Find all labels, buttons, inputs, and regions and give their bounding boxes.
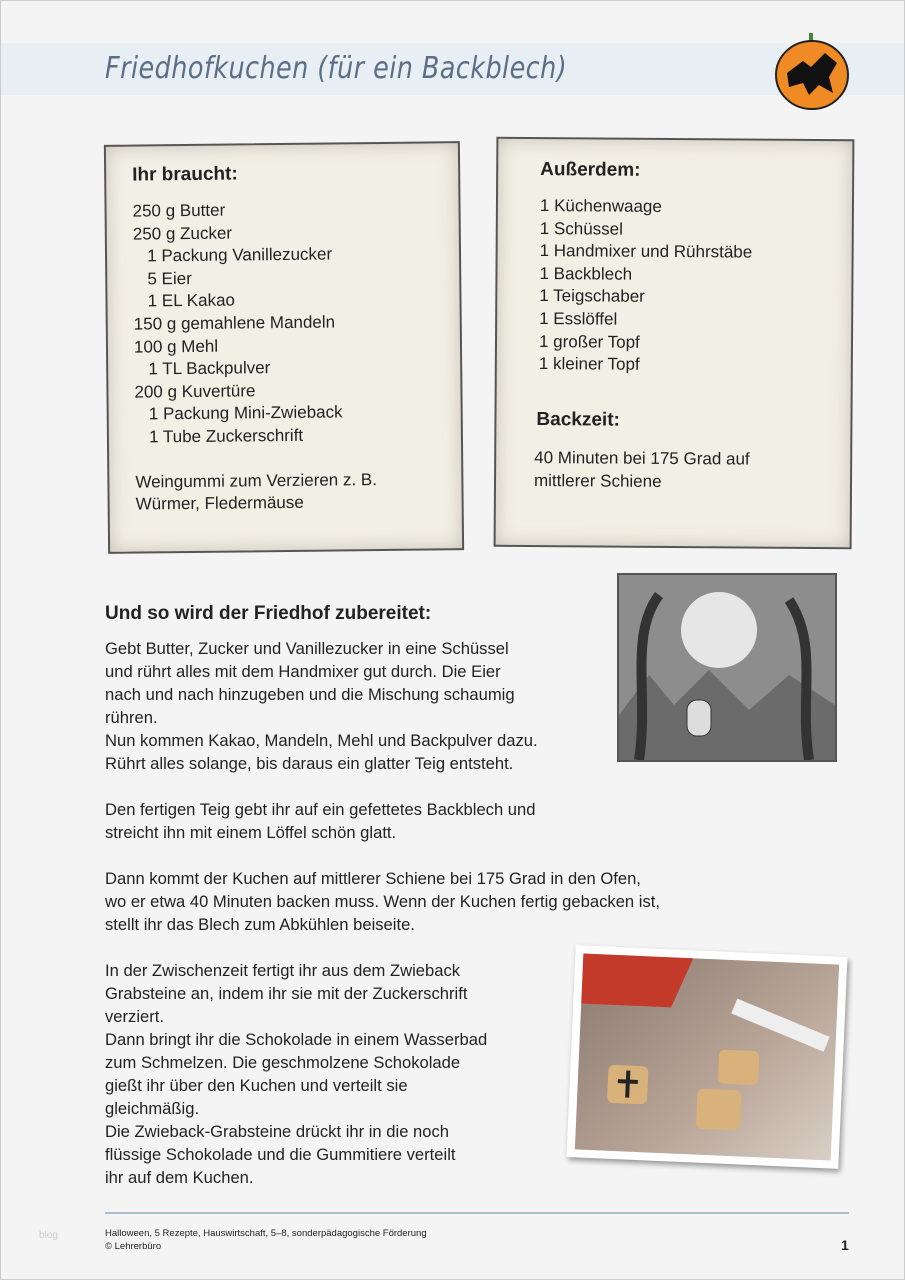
ingredient-note: Weingummi zum Verzieren z. B. xyxy=(135,469,378,492)
ingredient-item: 1 EL Kakao xyxy=(133,290,236,311)
method-heading: Und so wird der Friedhof zubereitet: xyxy=(105,603,432,624)
ingredient-item: 1 Packung Mini-Zwieback xyxy=(134,402,343,424)
footer-side-label: blog xyxy=(39,1230,58,1241)
ingredient-item: 150 g gemahlene Mandeln xyxy=(133,312,336,334)
footer-line-1: Halloween, 5 Rezepte, Hauswirtschaft, 5–8, sonderpädagogische Förderung xyxy=(105,1228,427,1239)
tombstone-photo xyxy=(567,945,848,1169)
method-paragraph: Den fertigen Teig gebt ihr auf ein gefettetes Backblech und streicht ihn mit einem Löffel schön glatt. xyxy=(105,800,536,842)
equipment-item: 1 großer Topf xyxy=(538,331,640,352)
equipment-item: 1 Handmixer und Rührstäbe xyxy=(539,241,753,262)
method-paragraph: Gebt Butter, Zucker und Vanillezucker in eine Schüssel und rührt alles mit dem Handmixer gut durch. Die Eier nach und nach hinzugeben und die Mischung schaumig rühren. Nun kommen Kakao, Mandeln, Mehl und Backpulver dazu. Rührt alles solange, bis daraus ein glatter Teig entsteht. xyxy=(105,639,538,773)
page-title: Friedhofkuchen (für ein Backblech) xyxy=(105,51,568,86)
equipment-heading: Außerdem: xyxy=(540,159,641,181)
equipment-card xyxy=(494,137,855,549)
ingredient-item: 5 Eier xyxy=(133,268,192,289)
ingredient-item: 100 g Mehl xyxy=(133,336,219,357)
ingredients-heading: Ihr braucht: xyxy=(132,163,238,186)
footer-divider xyxy=(105,1212,849,1214)
ingredient-item: 250 g Butter xyxy=(132,200,226,221)
equipment-item: 1 Esslöffel xyxy=(539,309,618,329)
equipment-list xyxy=(539,195,753,377)
ingredient-item: 250 g Zucker xyxy=(132,223,233,244)
baking-heading: Backzeit: xyxy=(536,409,620,431)
method-paragraph: In der Zwischenzeit fertigt ihr aus dem Zwieback Grabsteine an, indem ihr sie mit der Zuckerschrift verziert. Dann bringt ihr die Schokolade in einem Wasserbad zum Schmelzen. Die geschmolzene Schokolade gießt ihr über den Kuchen und verteilt sie gleichmäßig. Die Zwieback-Grabsteine drückt ihr in die noch flüssige Schokolade und die Gummitiere verteilt ihr auf dem Kuchen. xyxy=(105,961,488,1187)
method-paragraph: Dann kommt der Kuchen auf mittlerer Schiene bei 175 Grad in den Ofen, wo er etwa 40 Minuten backen muss. Wenn der Kuchen fertig gebacken ist, stellt ihr das Blech zum Abkühlen beiseite. xyxy=(105,869,660,934)
equipment-item: 1 Küchenwaage xyxy=(539,196,662,216)
ingredients-list xyxy=(132,198,377,516)
footer-line-2: © Lehrerbüro xyxy=(105,1241,162,1252)
ingredient-item: 1 Tube Zuckerschrift xyxy=(134,425,304,447)
baking-line: 40 Minuten bei 175 Grad auf xyxy=(534,448,750,469)
baking-line: mittlerer Schiene xyxy=(533,470,662,491)
equipment-item: 1 Schüssel xyxy=(539,218,624,239)
equipment-item: 1 kleiner Topf xyxy=(538,354,640,374)
page-number: 1 xyxy=(841,1237,849,1253)
equipment-item: 1 Teigschaber xyxy=(539,286,645,307)
footer-text xyxy=(105,1227,427,1253)
equipment-item: 1 Backblech xyxy=(539,263,633,284)
ingredient-item: 1 Packung Vanillezucker xyxy=(132,244,333,266)
baking-text xyxy=(534,447,750,494)
ingredient-note: Würmer, Fledermäuse xyxy=(135,492,304,514)
ingredients-card xyxy=(104,141,464,554)
ingredient-item: 200 g Kuvertüre xyxy=(134,381,256,402)
ingredient-item: 1 TL Backpulver xyxy=(134,358,271,379)
pumpkin-bat-icon xyxy=(773,33,851,111)
